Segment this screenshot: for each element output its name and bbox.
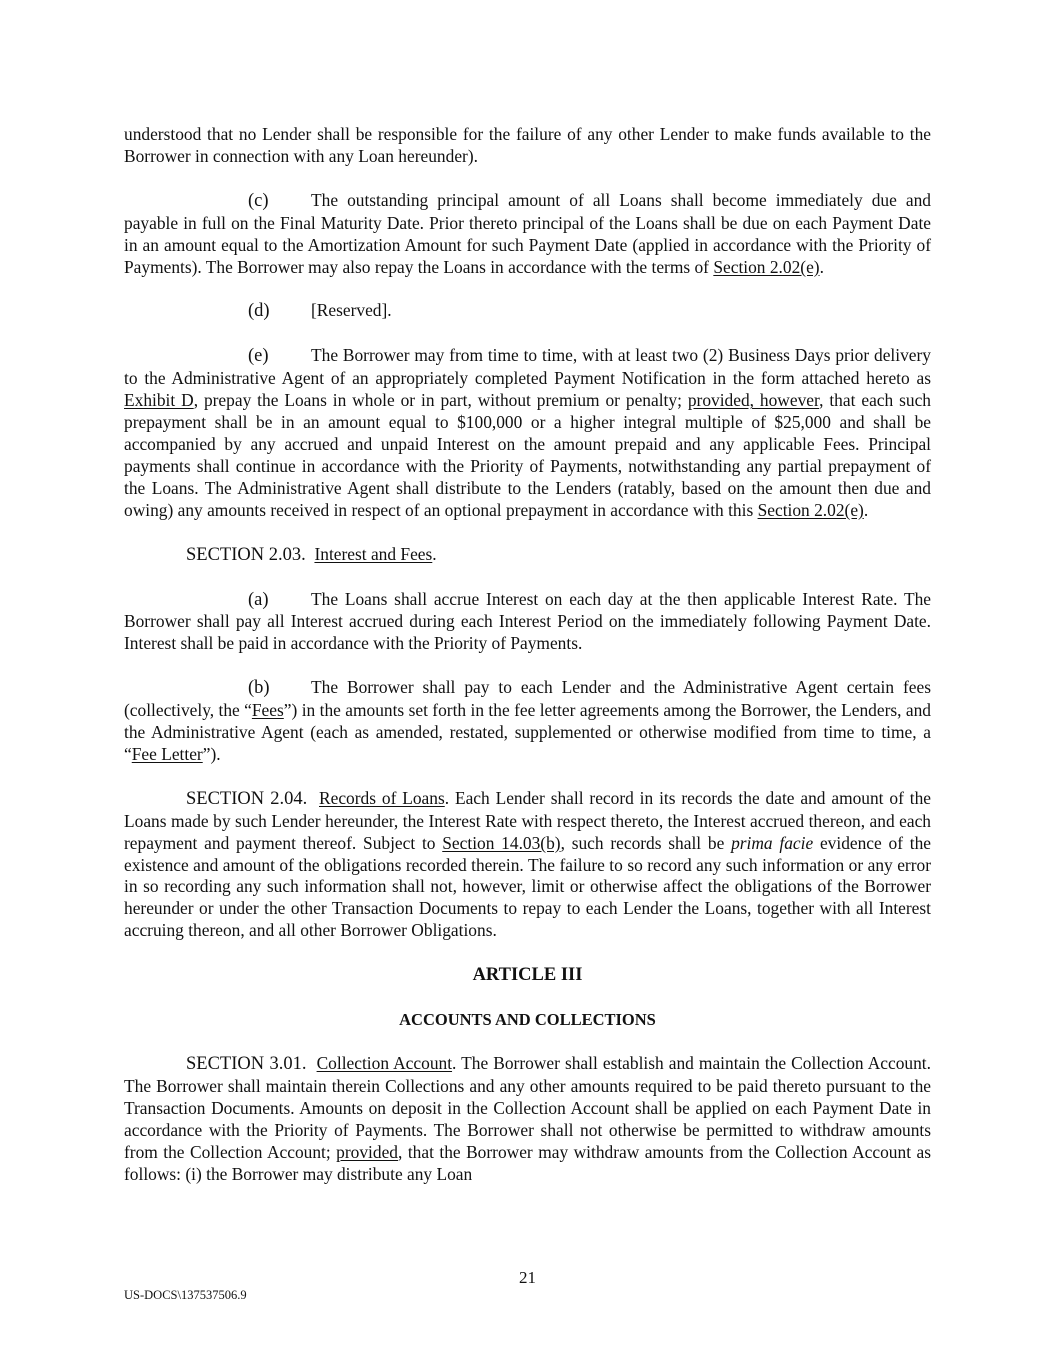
section-title: Collection Account [316,1053,453,1073]
paragraph-e-text-4: . [863,499,869,520]
paragraph-2-03b-text-1: The Borrower shall pay to each Lender and the Administrative Agent certain fees (collectively, the “ [124,677,931,721]
section-title: Records of Loans [319,787,445,808]
paragraph-d-text: [Reserved]. [311,300,392,321]
paragraph-d [124,300,931,323]
section-3-01-text-2: , that the Borrower may withdraw amounts from the Collection Account as follows: (i) the Borrower may distribute any Loan [124,1141,931,1184]
paragraph-e [124,345,931,521]
paragraph-c-text-1: The outstanding principal amount of all Loans shall become immediately due and payable in full on the Final Maturity Date. Prior thereto principal of the Loans shall be due on each Payment Date in an amount equal to the Amortization Amount for such Payment Date (applied in accordance with the Priority of Payments). The Borrower may also repay the Loans in accordance with the terms of [124,189,931,277]
section-14-03b-reference: Section 14.03(b) [442,832,561,853]
clause-label-d: (d) [248,301,270,322]
paragraph-2-03b-text-3: ”). [202,743,221,764]
section-title: Interest and Fees [314,543,433,564]
exhibit-d-reference: Exhibit D [124,390,194,411]
paragraph-e-text-1: The Borrower may from time to time, with at least two (2) Business Days prior delivery to the Administrative Agent of an appropriately completed Payment Notification in the form attached hereto as [124,345,931,389]
article-subtitle: ACCOUNTS AND COLLECTIONS [399,1010,656,1030]
paragraph-c [124,190,931,279]
section-2-04-text-2: , such records shall be [560,832,732,853]
paragraph-e-text-3: , that each such prepayment shall be in an amount equal to $100,000 or a higher integral multiple of $25,000 and shall be accompanied by any accrued and unpaid Interest on the amount prepaid and any applicable Fees. Principal payments shall continue in accordance with the Priority of Payments, notwithstanding any partial prepayment of the Loans. The Administrative Agent shall distribute to the Lenders (ratably, based on the amount then due and owing) any amounts received in respect of an optional prepayment in accordance with this [124,390,931,520]
page-number: 21 [519,1268,536,1287]
section-2-02e-reference: Section 2.02(e) [713,256,820,277]
document-id: US-DOCS\137537506.9 [124,1288,247,1302]
paragraph-2-03b-text-2: ”) in the amounts set forth in the fee letter agreements among the Borrower, the Lenders, and the Administrative Agent (each as amended, restated, supplemented or otherwise modified from time to time, a “ [124,700,931,764]
section-3-01-text-1: . The Borrower shall establish and maintain the Collection Account. The Borrower shall maintain therein Collections and any other amounts required to be paid thereto pursuant to the Transaction Documents. Amounts on deposit in the Collection Account shall be applied on each Payment Date in accordance with the Priority of Payments. The Borrower shall not otherwise be permitted to withdraw amounts from the Collection Account; [124,1053,931,1162]
section-number: SECTION 2.03. [186,544,306,565]
clause-label-a: (a) [248,589,269,610]
prima-facie-term: prima facie [731,832,814,853]
section-2-04-text-1: . Each Lender shall record in its records the date and amount of the Loans made by such Lender hereunder, the Interest Rate with respect thereto, the Interest accrued thereon, and each repayment and payment thereof. Subject to [124,787,931,853]
document-page [124,124,931,1185]
fees-defined-term: Fees [251,700,284,721]
clause-label-b: (b) [248,678,270,699]
paragraph-2-03b [124,677,931,766]
fee-letter-defined-term: Fee Letter [131,743,203,764]
section-number: SECTION 2.04. [186,788,308,809]
clause-label-c: (c) [248,190,269,211]
paragraph-2-03a-text: The Loans shall accrue Interest on each day at the then applicable Interest Rate. The Borrower shall pay all Interest accrued during each Interest Period on the immediately following Payment Date. Interest shall be paid in accordance with the Priority of Payments. [124,588,931,654]
provided-term: provided [336,1141,398,1162]
section-3-01 [124,1053,931,1185]
section-2-03-heading [124,544,931,567]
section-2-02e-reference: Section 2.02(e) [757,499,864,520]
section-2-04-text-3: evidence of the existence and amount of the obligations recorded therein. The failure to so record any such information or any error in so recording any such information shall not, however, limit or otherwise affect the obligations of the Borrower hereunder or under the other Transaction Documents to repay to each Lender the Loans, together with all Interest accruing thereon, and all other Borrower Obligations. [124,832,931,941]
section-2-04 [124,788,931,942]
paragraph-c-text-2: . [819,256,824,277]
clause-label-e: (e) [248,346,269,367]
article-title: ARTICLE III [472,965,583,986]
paragraph-2-03a [124,589,931,656]
provided-however-term: provided, however [687,390,820,411]
paragraph-e-text-2: , prepay the Loans in whole or in part, without premium or penalty; [193,390,688,411]
section-number: SECTION 3.01. [186,1054,307,1074]
section-title-period: . [432,543,437,564]
paragraph-intro: understood that no Lender shall be responsible for the failure of any other Lender to make funds available to the Borrower in connection with any Loan hereunder). [124,124,931,166]
